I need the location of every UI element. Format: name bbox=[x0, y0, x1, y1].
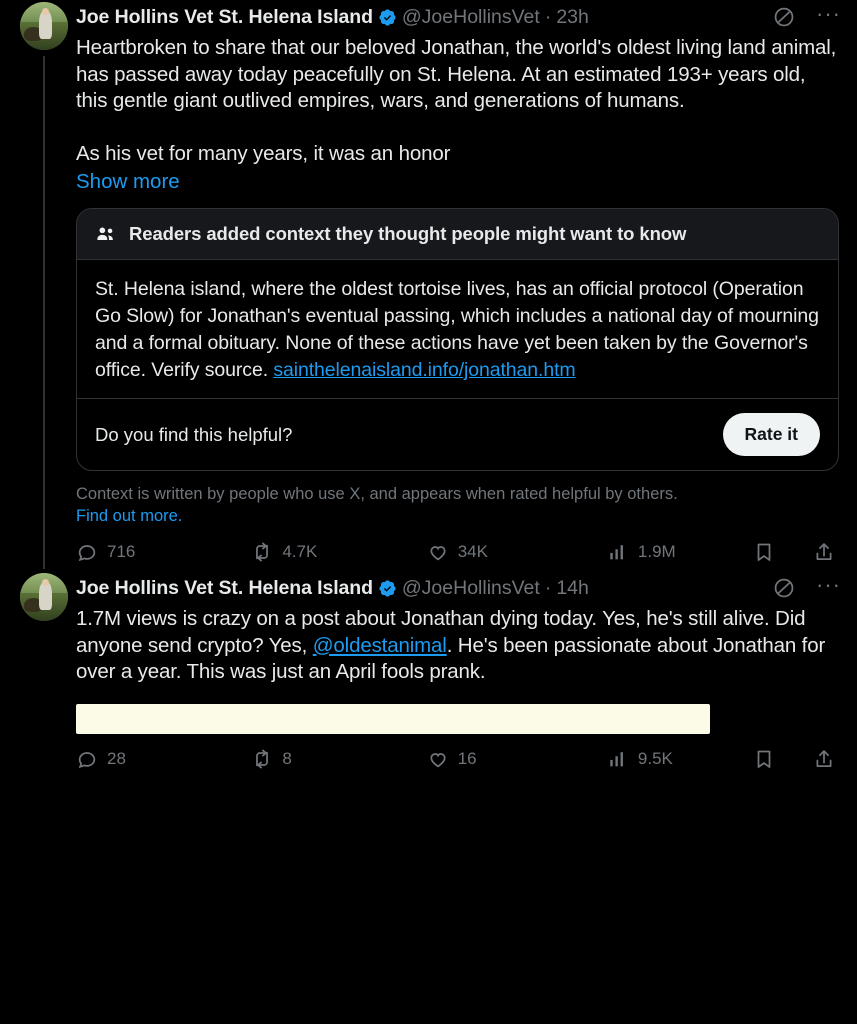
share-icon[interactable] bbox=[813, 541, 835, 563]
rate-it-button[interactable]: Rate it bbox=[723, 413, 820, 456]
reply-icon bbox=[76, 541, 98, 563]
community-note-source-link[interactable]: sainthelenaisland.info/jonathan.htm bbox=[273, 359, 576, 381]
avatar[interactable] bbox=[20, 573, 68, 621]
retweet-icon bbox=[251, 748, 273, 770]
tweet-text-part-2: . He's been passionate about Jonathan for over a year. This was just an April fools prank. bbox=[76, 633, 826, 683]
views-bar-chart-icon bbox=[607, 748, 629, 770]
caption-text: Context is written by people who use X, and appears when rated helpful by others. bbox=[76, 485, 678, 503]
reply-count: 716 bbox=[107, 542, 136, 561]
verified-badge-icon bbox=[378, 579, 397, 598]
community-people-icon bbox=[95, 223, 117, 245]
views-count: 9.5K bbox=[637, 748, 673, 768]
mention-link[interactable]: @oldestanimal bbox=[312, 633, 447, 657]
verified-badge-icon bbox=[378, 8, 397, 27]
like-count: 34K bbox=[457, 542, 488, 561]
tweet-content bbox=[74, 2, 841, 569]
find-out-more-link[interactable]: Find out more. bbox=[76, 507, 183, 525]
author-handle[interactable]: @JoeHollinsVet bbox=[401, 577, 540, 599]
community-note-body bbox=[77, 260, 838, 399]
tweet-timestamp[interactable]: 14h bbox=[556, 577, 589, 599]
author-name[interactable]: Joe Hollins Vet St. Helena Island bbox=[76, 6, 373, 28]
tweet-header bbox=[76, 2, 841, 32]
tweet-item bbox=[0, 569, 857, 776]
highlighted-content-bar bbox=[76, 704, 710, 734]
views-count: 1.9M bbox=[637, 542, 676, 561]
tweet-timestamp[interactable]: 23h bbox=[556, 6, 589, 28]
tweet-text bbox=[76, 35, 841, 167]
like-action[interactable] bbox=[427, 541, 607, 563]
tweet-action-bar bbox=[76, 748, 841, 776]
community-note-footer bbox=[77, 399, 838, 470]
show-more-link[interactable]: Show more bbox=[76, 170, 180, 193]
views-action[interactable] bbox=[607, 748, 753, 770]
retweet-icon bbox=[251, 541, 273, 563]
community-note bbox=[76, 208, 839, 471]
circle-slash-icon[interactable] bbox=[773, 577, 795, 599]
thread-connector-line bbox=[43, 56, 45, 569]
reply-icon bbox=[76, 748, 98, 770]
retweet-action[interactable] bbox=[251, 748, 426, 770]
header-separator: · bbox=[544, 577, 552, 599]
avatar-column bbox=[14, 573, 74, 776]
more-options-icon[interactable]: ··· bbox=[816, 1, 841, 26]
tweet-content bbox=[74, 573, 841, 776]
retweet-action[interactable] bbox=[251, 541, 426, 563]
more-options-icon[interactable]: ··· bbox=[816, 572, 841, 597]
views-bar-chart-icon bbox=[607, 541, 629, 563]
community-note-header bbox=[77, 209, 838, 260]
reply-count: 28 bbox=[107, 748, 126, 768]
tweet-text-part-1: 1.7M views is crazy on a post about Jonathan dying today. Yes, he's still alive. Did anyone send crypto? Yes, bbox=[76, 607, 806, 657]
author-handle[interactable]: @JoeHollinsVet bbox=[401, 6, 540, 28]
reply-action[interactable] bbox=[76, 748, 251, 770]
views-action[interactable] bbox=[607, 541, 753, 563]
tweet-header bbox=[76, 573, 841, 603]
tweet-text bbox=[76, 606, 841, 686]
avatar-column bbox=[14, 2, 74, 569]
community-note-caption bbox=[76, 483, 841, 527]
author-name[interactable]: Joe Hollins Vet St. Helena Island bbox=[76, 577, 373, 599]
tweet-paragraph-2: As his vet for many years, it was an honor bbox=[76, 141, 451, 165]
circle-slash-icon[interactable] bbox=[773, 6, 795, 28]
like-action[interactable] bbox=[427, 748, 607, 770]
community-note-title: Readers added context they thought people might want to know bbox=[129, 223, 687, 244]
like-count: 16 bbox=[457, 748, 477, 768]
share-icon[interactable] bbox=[813, 748, 835, 770]
retweet-count: 8 bbox=[282, 748, 292, 768]
helpful-question: Do you find this helpful? bbox=[95, 423, 293, 445]
bookmark-icon[interactable] bbox=[753, 541, 775, 563]
tweet-paragraph-1: Heartbroken to share that our beloved Jonathan, the world's oldest living land animal, has passed away today peacefully on St. Helena. At an estimated 193+ years old, this gentle giant outlived empires, wars, and generations of humans. bbox=[76, 36, 837, 112]
retweet-count: 4.7K bbox=[282, 542, 318, 561]
heart-icon bbox=[427, 748, 449, 770]
heart-icon bbox=[427, 541, 449, 563]
avatar[interactable] bbox=[20, 2, 68, 50]
bookmark-icon[interactable] bbox=[753, 748, 775, 770]
community-note-text: St. Helena island, where the oldest tortoise lives, has an official protocol (Operation Go Slow) for Jonathan's eventual passing, which includes a national day of mourning and a formal obituary. None of these actions have yet been taken by the Governor's office. Verify source. bbox=[95, 278, 819, 381]
reply-action[interactable] bbox=[76, 541, 251, 563]
header-separator: · bbox=[544, 6, 552, 28]
tweet-action-bar bbox=[76, 541, 841, 569]
